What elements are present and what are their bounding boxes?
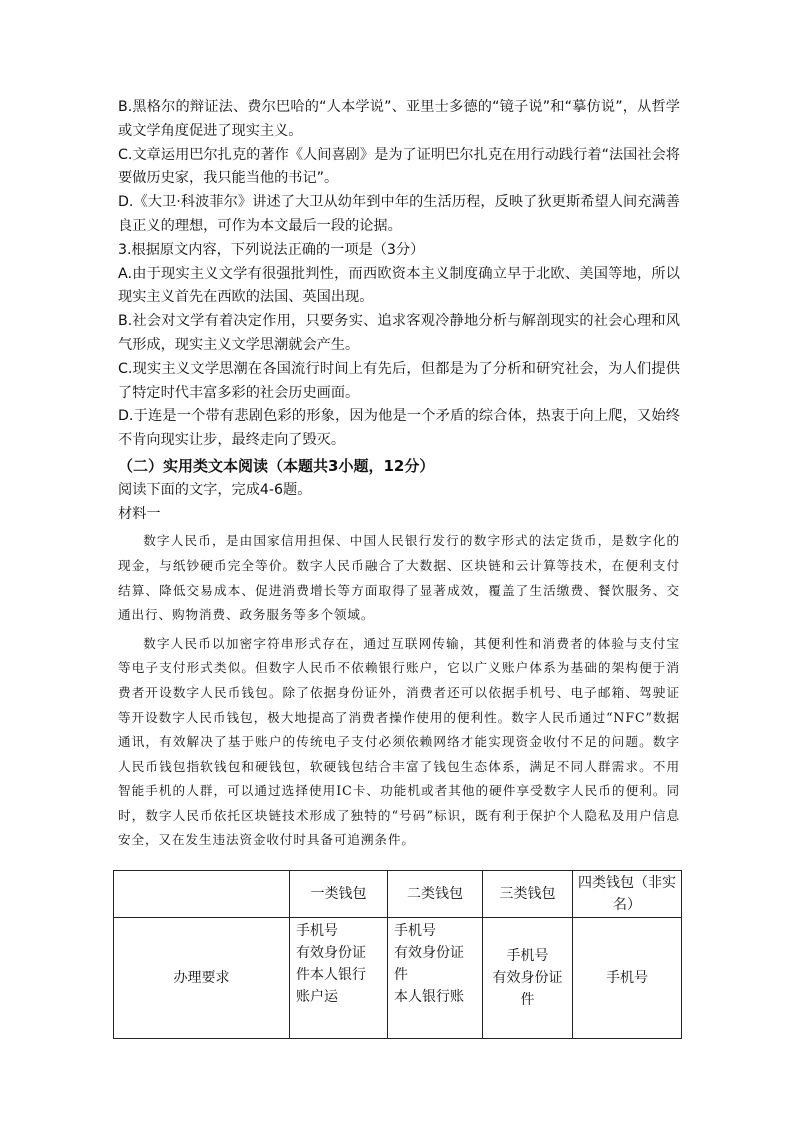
q2-option-d: [118, 191, 680, 239]
wallet-requirements-table: [113, 870, 682, 1039]
requirement-line: 手机号: [606, 970, 648, 986]
option-label: C.: [118, 146, 133, 163]
section-instruction: 阅读下面的文字，完成4-6题。: [118, 481, 312, 498]
option-label: C.: [118, 360, 133, 377]
material-paragraph: 数字人民币，是由国家信用担保、中国人民银行发行的数字形式的法定货币，是数字化的现金，与纸钞硬币完全等价。数字人民币融合了大数据、区块链和云计算等技术，在便利支付结算、降低交易成本、促进消费增长等方面取得了显著成效，覆盖了生活缴费、餐饮服务、交通出行、购物消费、政务服务等多个领域。: [118, 533, 680, 623]
material-paragraph: 数字人民币以加密字符串形式存在，通过互联网传输，其便利性和消费者的体验与支付宝等电子支付形式类似。但数字人民币不依赖银行账户，它以广义账户体系为基础的架构便于消费者开设数字人民币钱包。除了依据身份证外，消费者还可以依据手机号、电子邮箱、驾驶证等开设数字人民币钱包，极大地提高了消费者操作使用的便利性。数字人民币通过“NFC”数据通讯，有效解决了基于账户的传统电子支付必须依赖网络才能实现资金收付不足的问题。数字人民币钱包指软钱包和硬钱包，软硬钱包结合丰富了钱包生态体系，满足不同人群需求。不用智能手机的人群，可以通过选择使用IC卡、功能机或者其他的硬件享受数字人民币的便利。同时，数字人民币依托区块链技术形成了独特的“号码”标识，既有利于保护个人隐私及用户信息安全，又在发生违法资金收付时具备可追溯条件。: [118, 635, 680, 848]
q3-option-a: [118, 263, 680, 311]
table-cell: [290, 918, 388, 1039]
requirement-line: 本人银行账: [394, 989, 464, 1005]
table-cell: [573, 918, 682, 1039]
requirement-line: 手机号: [506, 948, 549, 964]
option-label: D.: [118, 408, 134, 425]
table-header-row: [114, 871, 682, 918]
option-text: 社会对文学有着决定作用，只要务实、追求客观冷静地分析与解剖现实的社会心理和风气形成，现实主义文学思潮就会产生。: [118, 313, 680, 353]
q3-option-d: [118, 405, 680, 453]
question-3: [118, 239, 680, 453]
table-header-cell: 一类钱包: [290, 871, 388, 918]
table-header-cell: 二类钱包: [388, 871, 483, 918]
q2-option-b: [118, 96, 680, 144]
option-label: A.: [118, 265, 132, 282]
requirement-line: 有效身份证: [492, 970, 563, 986]
q2-option-c: [118, 144, 680, 192]
option-text: 黑格尔的辩证法、费尔巴哈的“人本学说”、亚里士多德的“镜子说”和“摹仿说”，从哲学或文学角度促进了现实主义。: [118, 99, 680, 139]
page-content: [118, 96, 680, 853]
requirement-line: 手机号: [296, 923, 338, 939]
requirement-line: 件本人银行: [296, 967, 366, 983]
requirement-line: 手机号: [394, 923, 436, 939]
q3-option-c: [118, 358, 680, 406]
table-row: [114, 918, 682, 1039]
option-text: 由于现实主义文学有很强批判性，而西欧资本主义制度确立早于北欧、美国等地，所以现实主义首先在西欧的法国、英国出现。: [118, 265, 680, 306]
option-text: 《大卫·科波菲尔》讲述了大卫从幼年到中年的生活历程，反映了狄更斯希望人间充满善良正义的理想，可作为本文最后一段的论据。: [118, 194, 680, 234]
requirement-line: 有效身份证: [296, 945, 366, 961]
q3-stem: 3.根据原文内容，下列说法正确的一项是（3分）: [118, 241, 425, 258]
table-cell: [483, 918, 573, 1039]
table-cell: [388, 918, 483, 1039]
question-2-options: [118, 96, 680, 239]
table-header-cell: 四类钱包（非实名）: [573, 871, 682, 918]
table-corner-cell: [114, 871, 290, 918]
option-label: B.: [118, 313, 133, 330]
requirement-line: 件: [394, 967, 408, 983]
requirement-line: 有效身份证: [394, 945, 464, 961]
section-heading: （二）实用类文本阅读（本题共3小题，12分）: [118, 456, 435, 475]
option-text: 于连是一个带有悲剧色彩的形象，因为他是一个矛盾的综合体，热衷于向上爬，又始终不肯向现实让步，最终走向了毁灭。: [118, 408, 680, 449]
option-label: B.: [118, 99, 133, 115]
requirement-line: 件: [520, 992, 535, 1008]
option-text: 文章运用巴尔扎克的著作《人间喜剧》是为了证明巴尔扎克在用行动践行着“法国社会将要做历史家，我只能当他的书记”。: [118, 146, 680, 187]
option-text: 现实主义文学思潮在各国流行时间上有先后，但都是为了分析和研究社会，为人们提供了特定时代丰富多彩的社会历史画面。: [118, 360, 680, 401]
option-label: D.: [118, 194, 134, 211]
q3-option-b: [118, 310, 680, 358]
table-header-cell: 三类钱包: [483, 871, 573, 918]
requirement-line: 账户运: [296, 989, 338, 1005]
table-row-header: 办理要求: [114, 918, 290, 1039]
material-label: 材料一: [118, 505, 161, 522]
